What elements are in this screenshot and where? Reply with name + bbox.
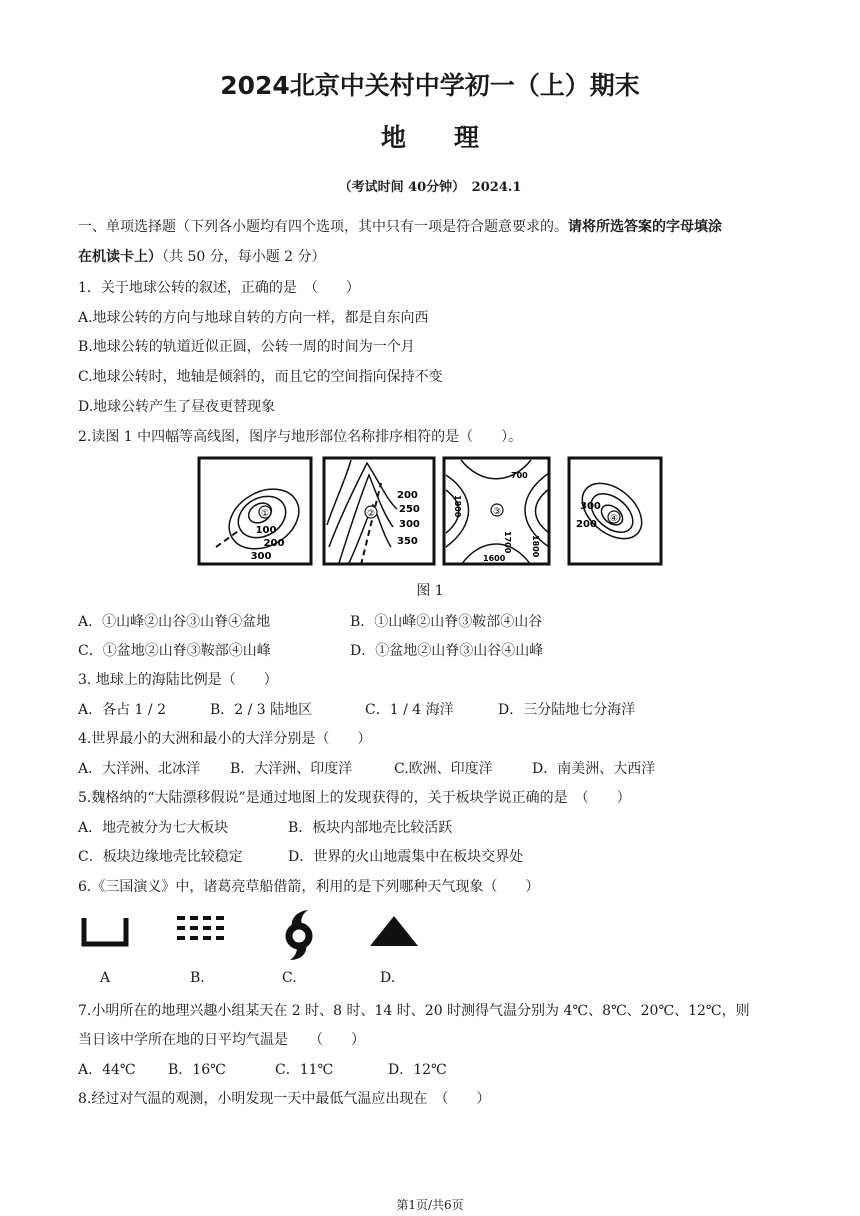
map1-marker: ① <box>260 509 270 519</box>
section-intro-line2 <box>78 246 326 266</box>
map4-marker: ④ <box>609 514 619 524</box>
map3-label-1800-left: 1800 <box>453 495 462 518</box>
contour-map-1 <box>199 458 311 564</box>
section-intro-bold-2: 在机读卡上） <box>78 249 162 265</box>
section-intro-line1 <box>78 216 722 236</box>
q1-option-a: A.地球公转的方向与地球自转的方向一样，都是自东向西 <box>78 310 429 326</box>
contour-map-4 <box>569 458 661 564</box>
q2-stem: 2.读图 1 中四幅等高线图，图序与地形部位名称排序相符的是（ ）。 <box>78 429 523 445</box>
map1-label-100: 100 <box>255 525 277 536</box>
q8-stem: 8.经过对气温的观测，小明发现一天中最低气温应出现在 （ ） <box>78 1091 491 1107</box>
q3-option-c: C．1 / 4 海洋 <box>365 702 454 718</box>
q7-option-a: A．44℃ <box>78 1062 136 1078</box>
map4-label-200: 200 <box>576 519 597 530</box>
q2-option-a: A．①山峰②山谷③山脊④盆地 <box>78 614 271 630</box>
q7-stem-line1: 7.小明所在的地理兴趣小组某天在 2 时、8 时、14 时、20 时测得气温分别为 4℃、8℃、20℃、12℃，则 <box>78 1003 750 1019</box>
weather-symbol-b-icon <box>177 916 224 940</box>
figure-1-caption: 图 1 <box>416 583 444 599</box>
q6-label-b: B. <box>190 970 205 986</box>
section-intro-score: （共 50 分，每小题 2 分） <box>162 249 326 265</box>
contour-maps-figure <box>196 455 666 569</box>
q5-option-a: A．地壳被分为七大板块 <box>78 820 229 836</box>
map2-label-200: 200 <box>397 490 418 501</box>
weather-symbol-d-icon <box>370 916 418 946</box>
q4-stem: 4.世界最小的大洲和最小的大洋分别是（ ） <box>78 731 372 747</box>
page-footer: 第1页/共6页 <box>396 1198 464 1212</box>
contour-map-3 <box>444 458 549 565</box>
q1-option-b: B.地球公转的轨道近似正圆，公转一周的时间为一个月 <box>78 339 415 355</box>
map2-marker: ② <box>366 509 376 519</box>
q4-option-d: D．南美洲、大西洋 <box>532 761 656 777</box>
q3-stem: 3. 地球上的海陆比例是（ ） <box>78 672 278 688</box>
exam-info: （考试时间 40分钟） 2024.1 <box>338 180 522 195</box>
q4-option-c: C.欧洲、印度洋 <box>394 761 493 777</box>
section-intro-bold: 请将所选答案的字母填涂 <box>568 219 722 235</box>
map2-label-250: 250 <box>399 504 420 515</box>
q4-option-b: B．大洋洲、印度洋 <box>230 761 353 777</box>
map1-label-300: 300 <box>250 551 272 562</box>
q2-option-d: D．①盆地②山脊③山谷④山峰 <box>350 643 544 659</box>
q3-option-a: A．各占 1 / 2 <box>78 702 166 718</box>
q6-label-a: A <box>100 970 111 986</box>
q5-option-b: B．板块内部地壳比较活跃 <box>288 820 453 836</box>
q5-stem: 5.魏格纳的“大陆漂移假说”是通过地图上的发现获得的，关于板块学说正确的是 （ ） <box>78 790 631 806</box>
map1-label-200: 200 <box>263 538 285 549</box>
map3-label-1600: 1600 <box>483 554 506 563</box>
q1-option-c: C.地球公转时，地轴是倾斜的，而且它的空间指向保持不变 <box>78 369 443 385</box>
q1-stem: 1．关于地球公转的叙述，正确的是 （ ） <box>78 280 360 296</box>
q2-option-b: B．①山峰②山脊③鞍部④山谷 <box>350 614 543 630</box>
q4-option-a: A．大洋洲、北冰洋 <box>78 761 201 777</box>
q6-label-c: C. <box>282 970 297 986</box>
contour-map-2 <box>324 458 434 565</box>
q7-option-b: B．16℃ <box>168 1062 226 1078</box>
map3-label-1800-right: 1800 <box>531 535 540 558</box>
q5-option-c: C．板块边缘地壳比较稳定 <box>78 849 243 865</box>
q3-option-d: D．三分陆地七分海洋 <box>498 702 636 718</box>
map2-label-300: 300 <box>399 519 420 530</box>
q6-label-d: D. <box>380 970 396 986</box>
page-title: 2024北京中关村中学初一（上）期末 <box>220 71 640 100</box>
q2-option-c: C．①盆地②山脊③鞍部④山峰 <box>78 643 271 659</box>
subject-title: 地理 <box>380 123 527 152</box>
map2-label-350: 350 <box>397 536 418 547</box>
weather-symbol-a-icon <box>84 918 126 944</box>
map4-label-300: 300 <box>580 501 601 512</box>
weather-symbol-c-icon <box>289 910 309 960</box>
q5-option-d: D．世界的火山地震集中在板块交界处 <box>288 849 524 865</box>
q7-option-d: D．12℃ <box>388 1062 447 1078</box>
map3-label-700: 700 <box>511 471 528 480</box>
map3-marker: ③ <box>492 507 502 517</box>
section-intro-text: 一、单项选择题（下列各小题均有四个选项，其中只有一项是符合题意要求的。 <box>78 219 568 235</box>
map3-label-1700: 1700 <box>503 531 512 554</box>
weather-symbols <box>80 908 425 960</box>
q7-option-c: C．11℃ <box>275 1062 334 1078</box>
q3-option-b: B．2 / 3 陆地区 <box>210 702 313 718</box>
q6-stem: 6.《三国演义》中，诸葛亮草船借箭，利用的是下列哪种天气现象（ ） <box>78 879 540 895</box>
q7-stem-line2: 当日该中学所在地的日平均气温是 （ ） <box>78 1032 365 1048</box>
q1-option-d: D.地球公转产生了昼夜更替现象 <box>78 399 276 415</box>
